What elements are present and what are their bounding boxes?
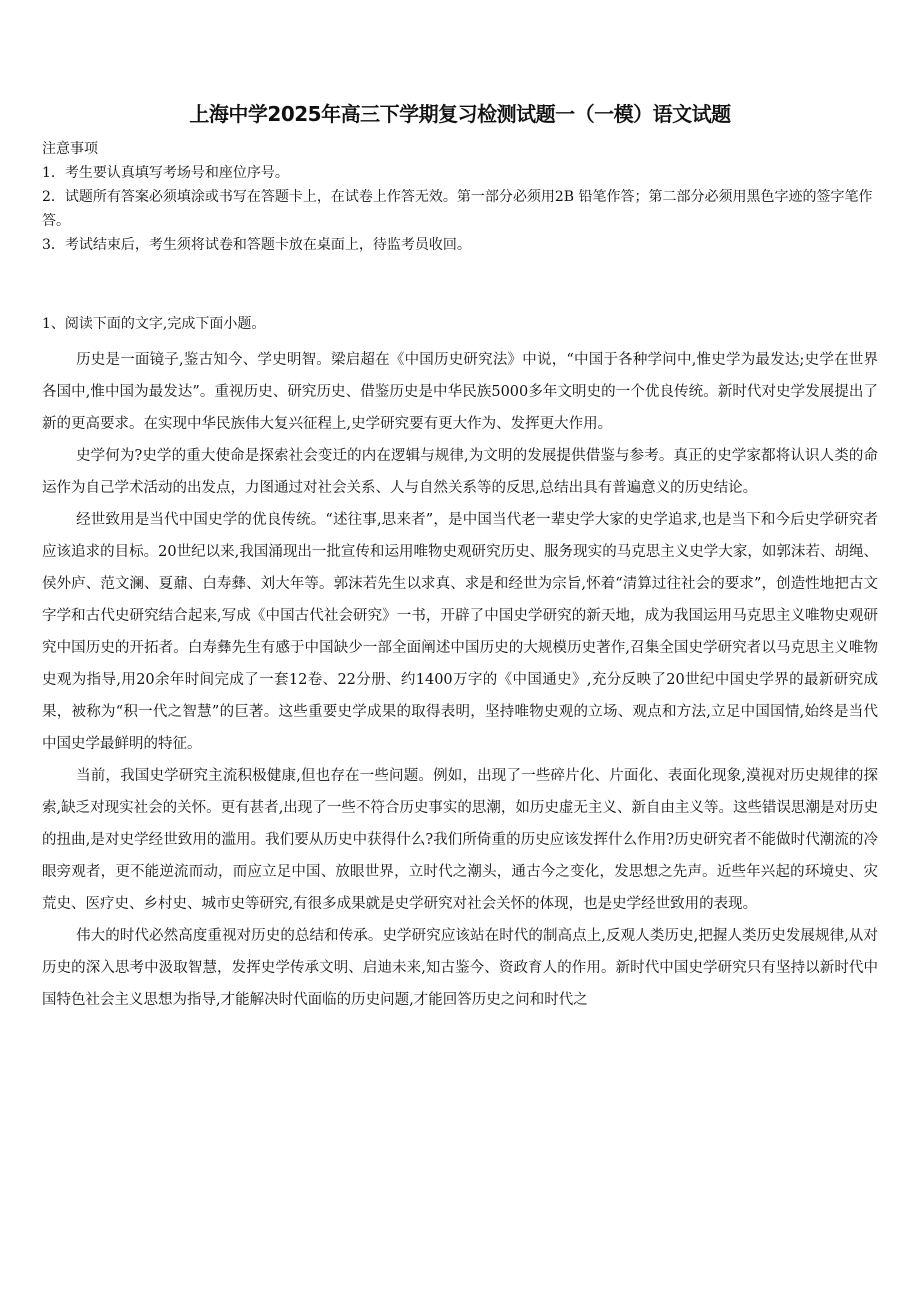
notice-item: 2．试题所有答案必须填涂或书写在答题卡上，在试卷上作答无效。第一部分必须用2B 铅笔作答；第二部分必须用黑色字迹的签字笔作答。 xyxy=(42,189,873,229)
passage-paragraph: 历史是一面镜子,鉴古知今、学史明智。梁启超在《中国历史研究法》中说，“中国于各种学问中,惟史学为最发达;史学在世界各国中,惟中国为最发达”。重视历史、研究历史、借鉴历史是中华民族5000多年文明史的一个优良传统。新时代对史学发展提出了新的更高要求。在实现中华民族伟大复兴征程上,史学研究要有更大作为、发挥更大作用。 xyxy=(42,352,878,432)
page-title: 上海中学2025年高三下学期复习检测试题一（一模）语文试题 xyxy=(189,102,731,126)
passage-paragraph: 史学何为?史学的重大使命是探索社会变迁的内在逻辑与规律,为文明的发展提供借鉴与参考。真正的史学家都将认识人类的命运作为自己学术活动的出发点，力图通过对社会关系、人与自然关系等的反思,总结出具有普遍意义的历史结论。 xyxy=(42,448,878,496)
notice-section xyxy=(42,137,882,257)
question-prompt: 1、阅读下面的文字,完成下面小题。 xyxy=(42,316,266,332)
passage-paragraph: 当前，我国史学研究主流积极健康,但也存在一些问题。例如，出现了一些碎片化、片面化、表面化现象,漠视对历史规律的探索,缺乏对现实社会的关怀。更有甚者,出现了一些不符合历史事实的思潮，如历史虚无主义、新自由主义等。这些错误思潮是对历史的扭曲,是对史学经世致用的滥用。我们要从历史中获得什么?我们所倚重的历史应该发挥什么作用?历史研究者不能做时代潮流的冷眼旁观者，更不能逆流而动，而应立足中国、放眼世界，立时代之潮头，通古今之变化，发思想之先声。近些年兴起的环境史、灾荒史、医疗史、乡村史、城市史等研究,有很多成果就是史学研究对社会关怀的体现，也是史学经世致用的表现。 xyxy=(42,768,878,912)
notice-item: 3．考试结束后，考生须将试卷和答题卡放在桌面上，待监考员收回。 xyxy=(42,237,471,253)
passage-paragraph: 伟大的时代必然高度重视对历史的总结和传承。史学研究应该站在时代的制高点上,反观人类历史,把握人类历史发展规律,从对历史的深入思考中汲取智慧，发挥史学传承文明、启迪未来,知古鉴今、资政育人的作用。新时代中国史学研究只有坚持以新时代中国特色社会主义思想为指导,才能解决时代面临的历史问题,才能回答历史之问和时代之 xyxy=(42,928,878,1008)
reading-passage xyxy=(42,344,878,1016)
notice-heading: 注意事项 xyxy=(42,141,98,157)
notice-item: 1．考生要认真填写考场号和座位序号。 xyxy=(42,165,289,181)
passage-paragraph: 经世致用是当代中国史学的优良传统。“述往事,思来者”，是中国当代老一辈史学大家的史学追求,也是当下和今后史学研究者应该追求的目标。20世纪以来,我国涌现出一批宣传和运用唯物史观研究历史、服务现实的马克思主义史学大家，如郭沫若、胡绳、侯外庐、范文澜、夏鼐、白寿彝、刘大年等。郭沫若先生以求真、求是和经世为宗旨,怀着“清算过往社会的要求”，创造性地把古文字学和古代史研究结合起来,写成《中国古代社会研究》一书，开辟了中国史学研究的新天地，成为我国运用马克思主义唯物史观研究中国历史的开拓者。白寿彝先生有感于中国缺少一部全面阐述中国历史的大规模历史著作,召集全国史学研究者以马克思主义唯物史观为指导,用20余年时间完成了一套12卷、22分册、约1400万字的《中国通史》,充分反映了20世纪中国史学界的最新研究成果，被称为“积一代之智慧”的巨著。这些重要史学成果的取得表明，坚持唯物史观的立场、观点和方法,立足中国国情,始终是当代中国史学最鲜明的特征。 xyxy=(42,512,878,752)
